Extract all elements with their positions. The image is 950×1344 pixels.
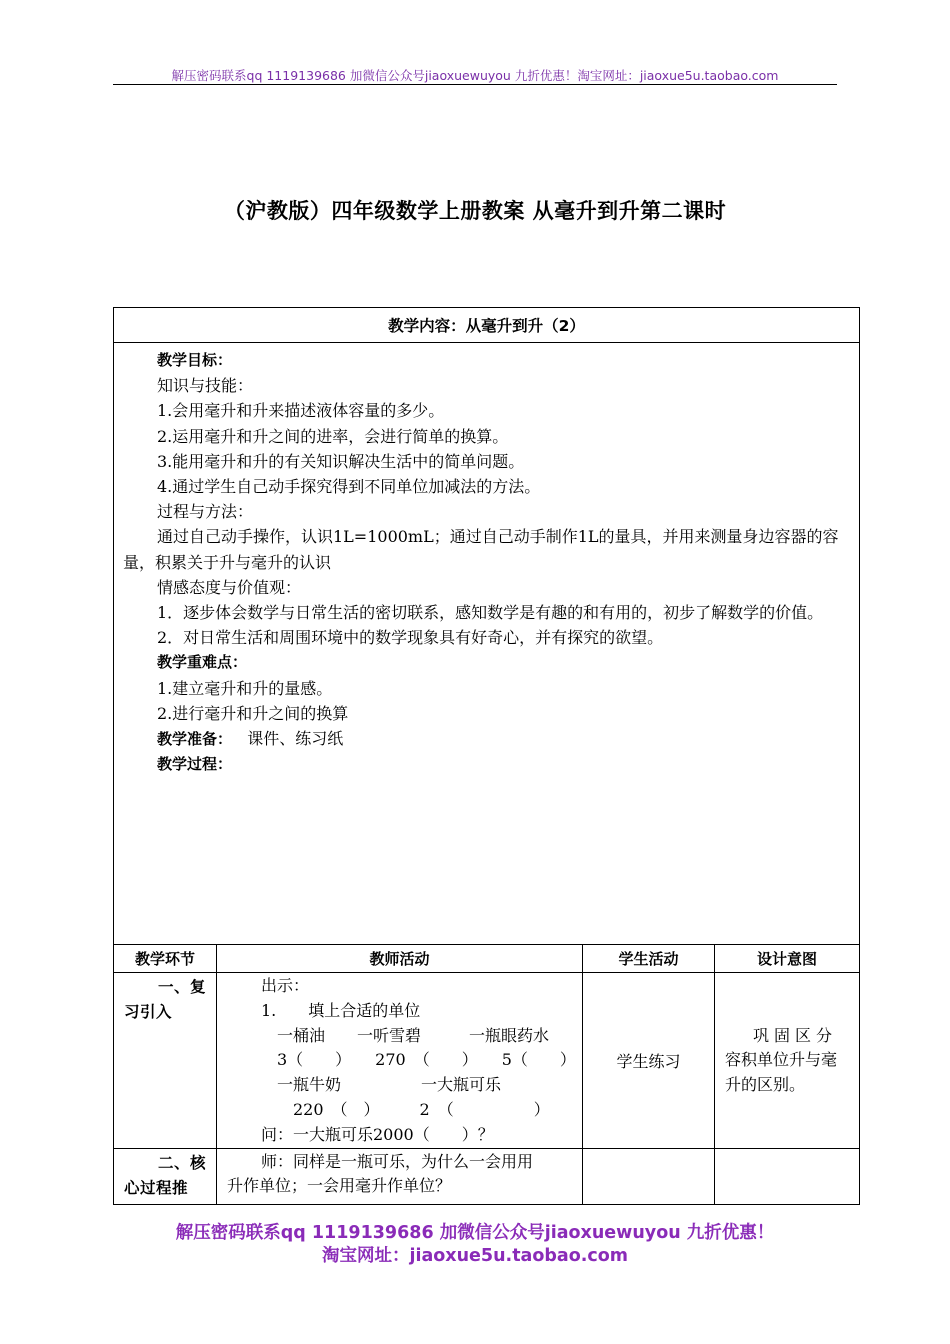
process-label: 过程与方法：: [157, 502, 254, 522]
header-banner: 解压密码联系qq 1119139686 加微信公众号jiaoxuewuyou 九折优惠！淘宝网址：jiaoxue5u.taobao.com: [171, 68, 779, 83]
teacher-line: 220 （ ） 2 （ ）: [261, 1099, 550, 1119]
skills-label: 知识与技能：: [157, 376, 254, 396]
key-point-item: 2.进行毫升和升之间的换算: [157, 703, 349, 723]
column-header-intent: 设计意图: [715, 945, 860, 973]
emotion-item: 1．逐步体会数学与日常生活的密切联系，感知数学是有趣的和有用的，初步了解数学的价值。: [157, 603, 824, 623]
intent-line: 巩固区分: [753, 1025, 838, 1045]
key-points-label: 教学重难点：: [157, 653, 248, 672]
student-activity-review: 学生练习: [583, 973, 715, 1149]
teacher-line: 3（ ） 270 （ ） 5（ ）: [261, 1050, 576, 1070]
column-header-section: 教学环节: [114, 945, 217, 973]
objectives-heading: 教学目标：: [157, 351, 233, 369]
teacher-line: 一瓶牛奶 一大瓶可乐: [261, 1075, 502, 1095]
teacher-line: 1. 填上合适的单位: [261, 1000, 421, 1020]
column-header-teacher: 教师活动: [217, 945, 583, 973]
teacher-line: 一桶油 一听雪碧 一瓶眼药水: [261, 1025, 550, 1045]
section-review-cell: [114, 973, 217, 1149]
process-text: 通过自己动手操作，认识1L=1000mL；通过自己动手制作1L的量具，并用来测量身边容器的容量，积累关于升与毫升的认识: [123, 527, 839, 572]
emotion-label: 情感态度与价值观：: [157, 577, 302, 597]
section-core-cell: [114, 1148, 217, 1204]
skill-item: 4.通过学生自己动手探究得到不同单位加减法的方法。: [157, 477, 541, 497]
teacher-line: 师：同样是一瓶可乐，为什么一会用用: [261, 1151, 534, 1171]
teacher-line: 问：一大瓶可乐2000（ ）？: [261, 1124, 494, 1144]
skill-item: 2.运用毫升和升之间的进率，会进行简单的换算。: [157, 426, 509, 446]
objectives-cell: [114, 343, 860, 945]
teacher-activity-review: [217, 973, 583, 1149]
preparation-value: 课件、练习纸: [247, 729, 344, 749]
teacher-line: 出示：: [261, 976, 310, 995]
skill-item: 3.能用毫升和升的有关知识解决生活中的简单问题。: [157, 451, 525, 471]
teacher-line: 升作单位；一会用毫升作单位？: [227, 1176, 452, 1196]
header-rule: [113, 84, 837, 85]
section-name-line: 心过程推: [124, 1178, 189, 1197]
footer-banner-line1: 解压密码联系qq 1119139686 加微信公众号jiaoxuewuyou 九折优惠！: [175, 1223, 775, 1243]
design-intent-core: [715, 1148, 860, 1204]
key-point-item: 1.建立毫升和升的量感。: [157, 678, 333, 698]
footer-banner-line2: 淘宝网址：jiaoxue5u.taobao.com: [321, 1246, 629, 1266]
preparation-line: [123, 726, 851, 752]
content-header: 教学内容：从毫升到升（2）: [114, 308, 860, 343]
skill-item: 1.会用毫升和升来描述液体容量的多少。: [157, 401, 445, 421]
section-name-line: 二、核: [158, 1153, 207, 1172]
student-activity-core: [583, 1148, 715, 1204]
teacher-activity-core: [217, 1148, 583, 1204]
design-intent-review: [715, 973, 860, 1149]
document-title: （沪教版）四年级数学上册教案 从毫升到升第二课时: [223, 199, 727, 223]
section-name-line: 一、复: [158, 978, 207, 996]
lesson-plan-table: [113, 307, 860, 1205]
preparation-label: 教学准备：: [157, 730, 233, 749]
section-name-line: 习引入: [124, 1003, 173, 1021]
teaching-process-heading: 教学过程：: [157, 755, 233, 774]
intent-line: 容积单位升与毫升的区别。: [725, 1050, 838, 1094]
emotion-item: 2．对日常生活和周围环境中的数学现象具有好奇心，并有探究的欲望。: [157, 628, 664, 648]
column-header-student: 学生活动: [583, 945, 715, 973]
